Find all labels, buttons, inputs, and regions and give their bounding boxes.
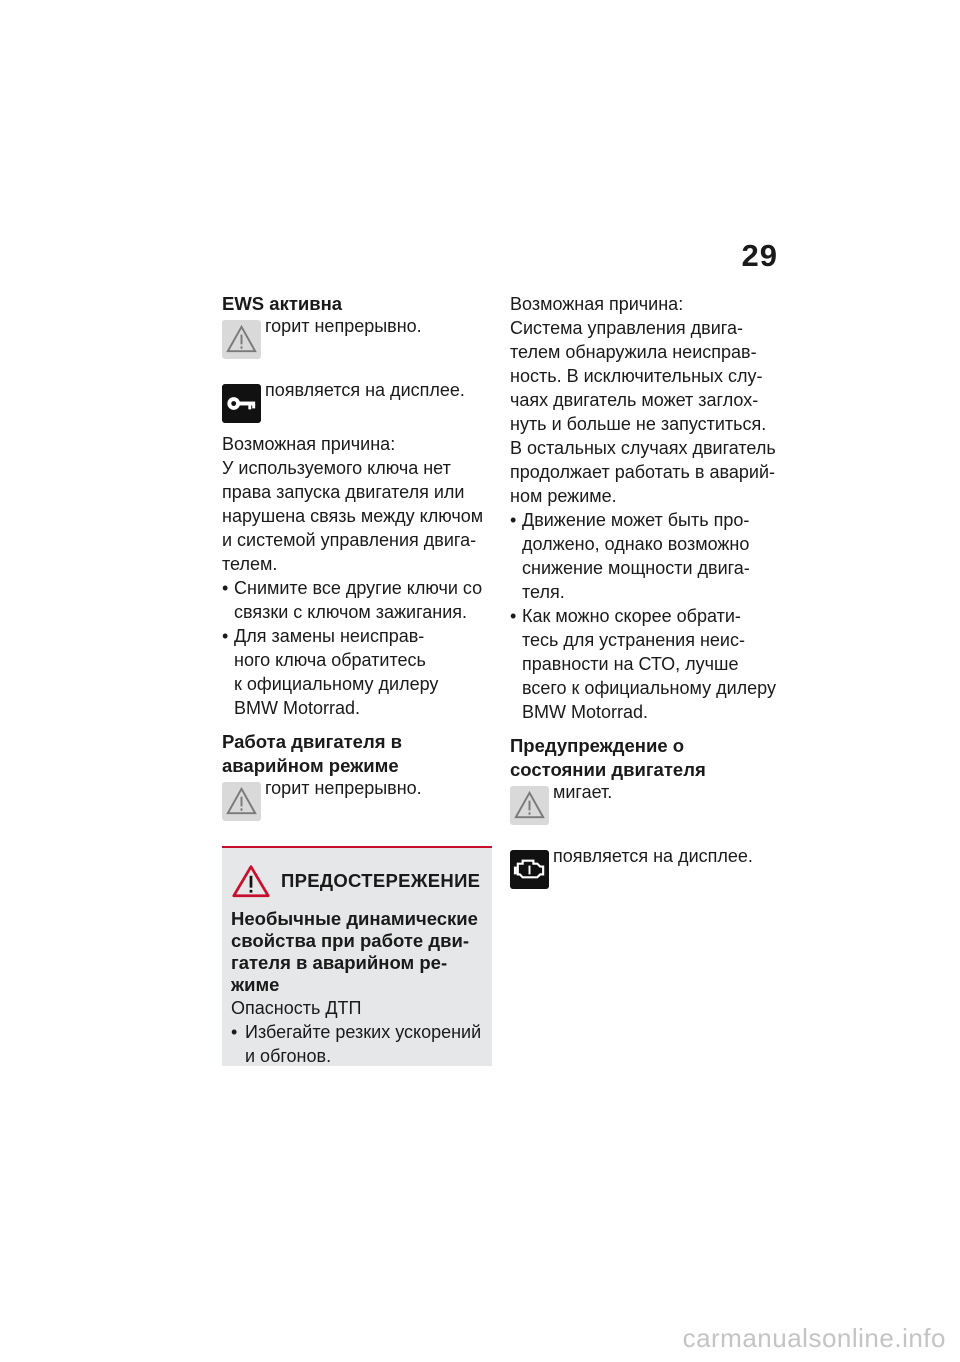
engine-warning-heading	[510, 734, 780, 782]
ews-cause-line: и системой управления двига-	[222, 530, 477, 550]
engine-cause-line: Система управления двига-	[510, 318, 743, 338]
engine-warning-indicator-engine	[510, 846, 780, 896]
bullet: •	[231, 1022, 238, 1042]
warning-label: ПРЕДОСТЕРЕЖЕНИЕ	[281, 870, 481, 891]
engine-cause-line: В остальных случаях двигатель	[510, 438, 776, 458]
engine-cause-line: продолжает работать в аварий-	[510, 462, 775, 482]
list-item	[222, 624, 492, 720]
warning-header	[231, 864, 483, 898]
warning-title-line: свойства при работе дви-	[231, 930, 469, 951]
warning-danger: Опасность ДТП	[231, 998, 362, 1018]
engine-cause-line: нуть и больше не запуститься.	[510, 414, 767, 434]
engine-warning-indicator-engine-text: появляется на дисплее.	[553, 846, 753, 866]
ews-indicator-warning-text: горит непрерывно.	[265, 316, 422, 336]
warning-title-line: гателя в аварийном ре-	[231, 952, 448, 973]
left-column	[222, 292, 492, 892]
list-item-line: Движение может быть про-	[522, 510, 750, 530]
emergency-heading-line: Работа двигателя в	[222, 731, 403, 752]
ews-cause-line: телем.	[222, 554, 278, 574]
list-item-line: тесь для устранения неис-	[522, 630, 745, 650]
warning-triangle-icon	[231, 864, 271, 898]
list-item-line: снижение мощности двига-	[522, 558, 750, 578]
engine-warning-heading-line: состоянии двигателя	[510, 759, 706, 780]
engine-cause-line: ность. В исключительных слу-	[510, 366, 763, 386]
list-item-line: связки с ключом зажигания.	[234, 602, 468, 622]
engine-cause-line: телем обнаружила неисправ-	[510, 342, 757, 362]
list-item-line: Снимите все другие ключи со	[234, 578, 483, 598]
ews-cause-line: нарушена связь между ключом	[222, 506, 484, 526]
ews-heading: EWS активна	[222, 293, 343, 314]
warning-triangle-icon	[510, 786, 549, 825]
bullet: •	[222, 578, 229, 598]
list-item-line: правности на СТО, лучше	[522, 654, 739, 674]
ews-indicator-key	[222, 380, 492, 430]
engine-icon	[510, 850, 549, 889]
ews-cause-line: У используемого ключа нет	[222, 458, 451, 478]
emergency-heading-line: аварийном режиме	[222, 755, 399, 776]
list-item-line: всего к официальному дилеру	[522, 678, 776, 698]
ews-cause	[222, 432, 492, 576]
engine-cause	[510, 292, 780, 508]
list-item-line: Как можно скорее обрати-	[522, 606, 741, 626]
ews-cause-line: Возможная причина:	[222, 434, 396, 454]
list-item-line: к официальному дилеру	[234, 674, 439, 694]
list-item	[510, 604, 780, 724]
list-item	[510, 508, 780, 604]
list-item-line: должено, однако возможно	[522, 534, 750, 554]
list-item-line: BMW Motorrad.	[522, 702, 649, 722]
list-item-line: BMW Motorrad.	[234, 698, 361, 718]
list-item-line: теля.	[522, 582, 565, 602]
bullet: •	[510, 606, 517, 626]
list-item-line: и обгонов.	[245, 1046, 332, 1066]
engine-warning-heading-line: Предупреждение о	[510, 735, 685, 756]
ews-actions	[222, 576, 492, 720]
right-column	[510, 292, 780, 896]
list-item	[231, 1020, 483, 1068]
ews-cause-line: права запуска двигателя или	[222, 482, 465, 502]
list-item	[222, 576, 492, 624]
warning-triangle-icon	[222, 320, 261, 359]
engine-cause-line: ном режиме.	[510, 486, 617, 506]
list-item-line: Для замены неисправ-	[234, 626, 425, 646]
watermark: carmanualsonline.info	[682, 1323, 946, 1353]
emergency-heading	[222, 730, 492, 778]
page-number: 29	[741, 238, 778, 273]
engine-actions	[510, 508, 780, 724]
list-item-line: ного ключа обратитесь	[234, 650, 426, 670]
list-item-line: Избегайте резких ускорений	[245, 1022, 482, 1042]
bullet: •	[510, 510, 517, 530]
ews-indicator-warning	[222, 316, 492, 368]
ews-indicator-key-text: появляется на дисплее.	[265, 380, 465, 400]
engine-warning-indicator-warning	[510, 782, 780, 834]
emergency-indicator-warning	[222, 778, 492, 830]
engine-cause-line: Возможная причина:	[510, 294, 684, 314]
warning-title-line: жиме	[231, 974, 280, 995]
key-icon	[222, 384, 261, 423]
warning-triangle-icon	[222, 782, 261, 821]
emergency-indicator-warning-text: горит непрерывно.	[265, 778, 422, 798]
warning-actions	[231, 1020, 483, 1068]
bullet: •	[222, 626, 229, 646]
warning-box	[222, 846, 492, 1066]
engine-cause-line: чаях двигатель может заглох-	[510, 390, 759, 410]
engine-warning-indicator-warning-text: мигает.	[553, 782, 613, 802]
warning-title-line: Необычные динамические	[231, 908, 478, 929]
